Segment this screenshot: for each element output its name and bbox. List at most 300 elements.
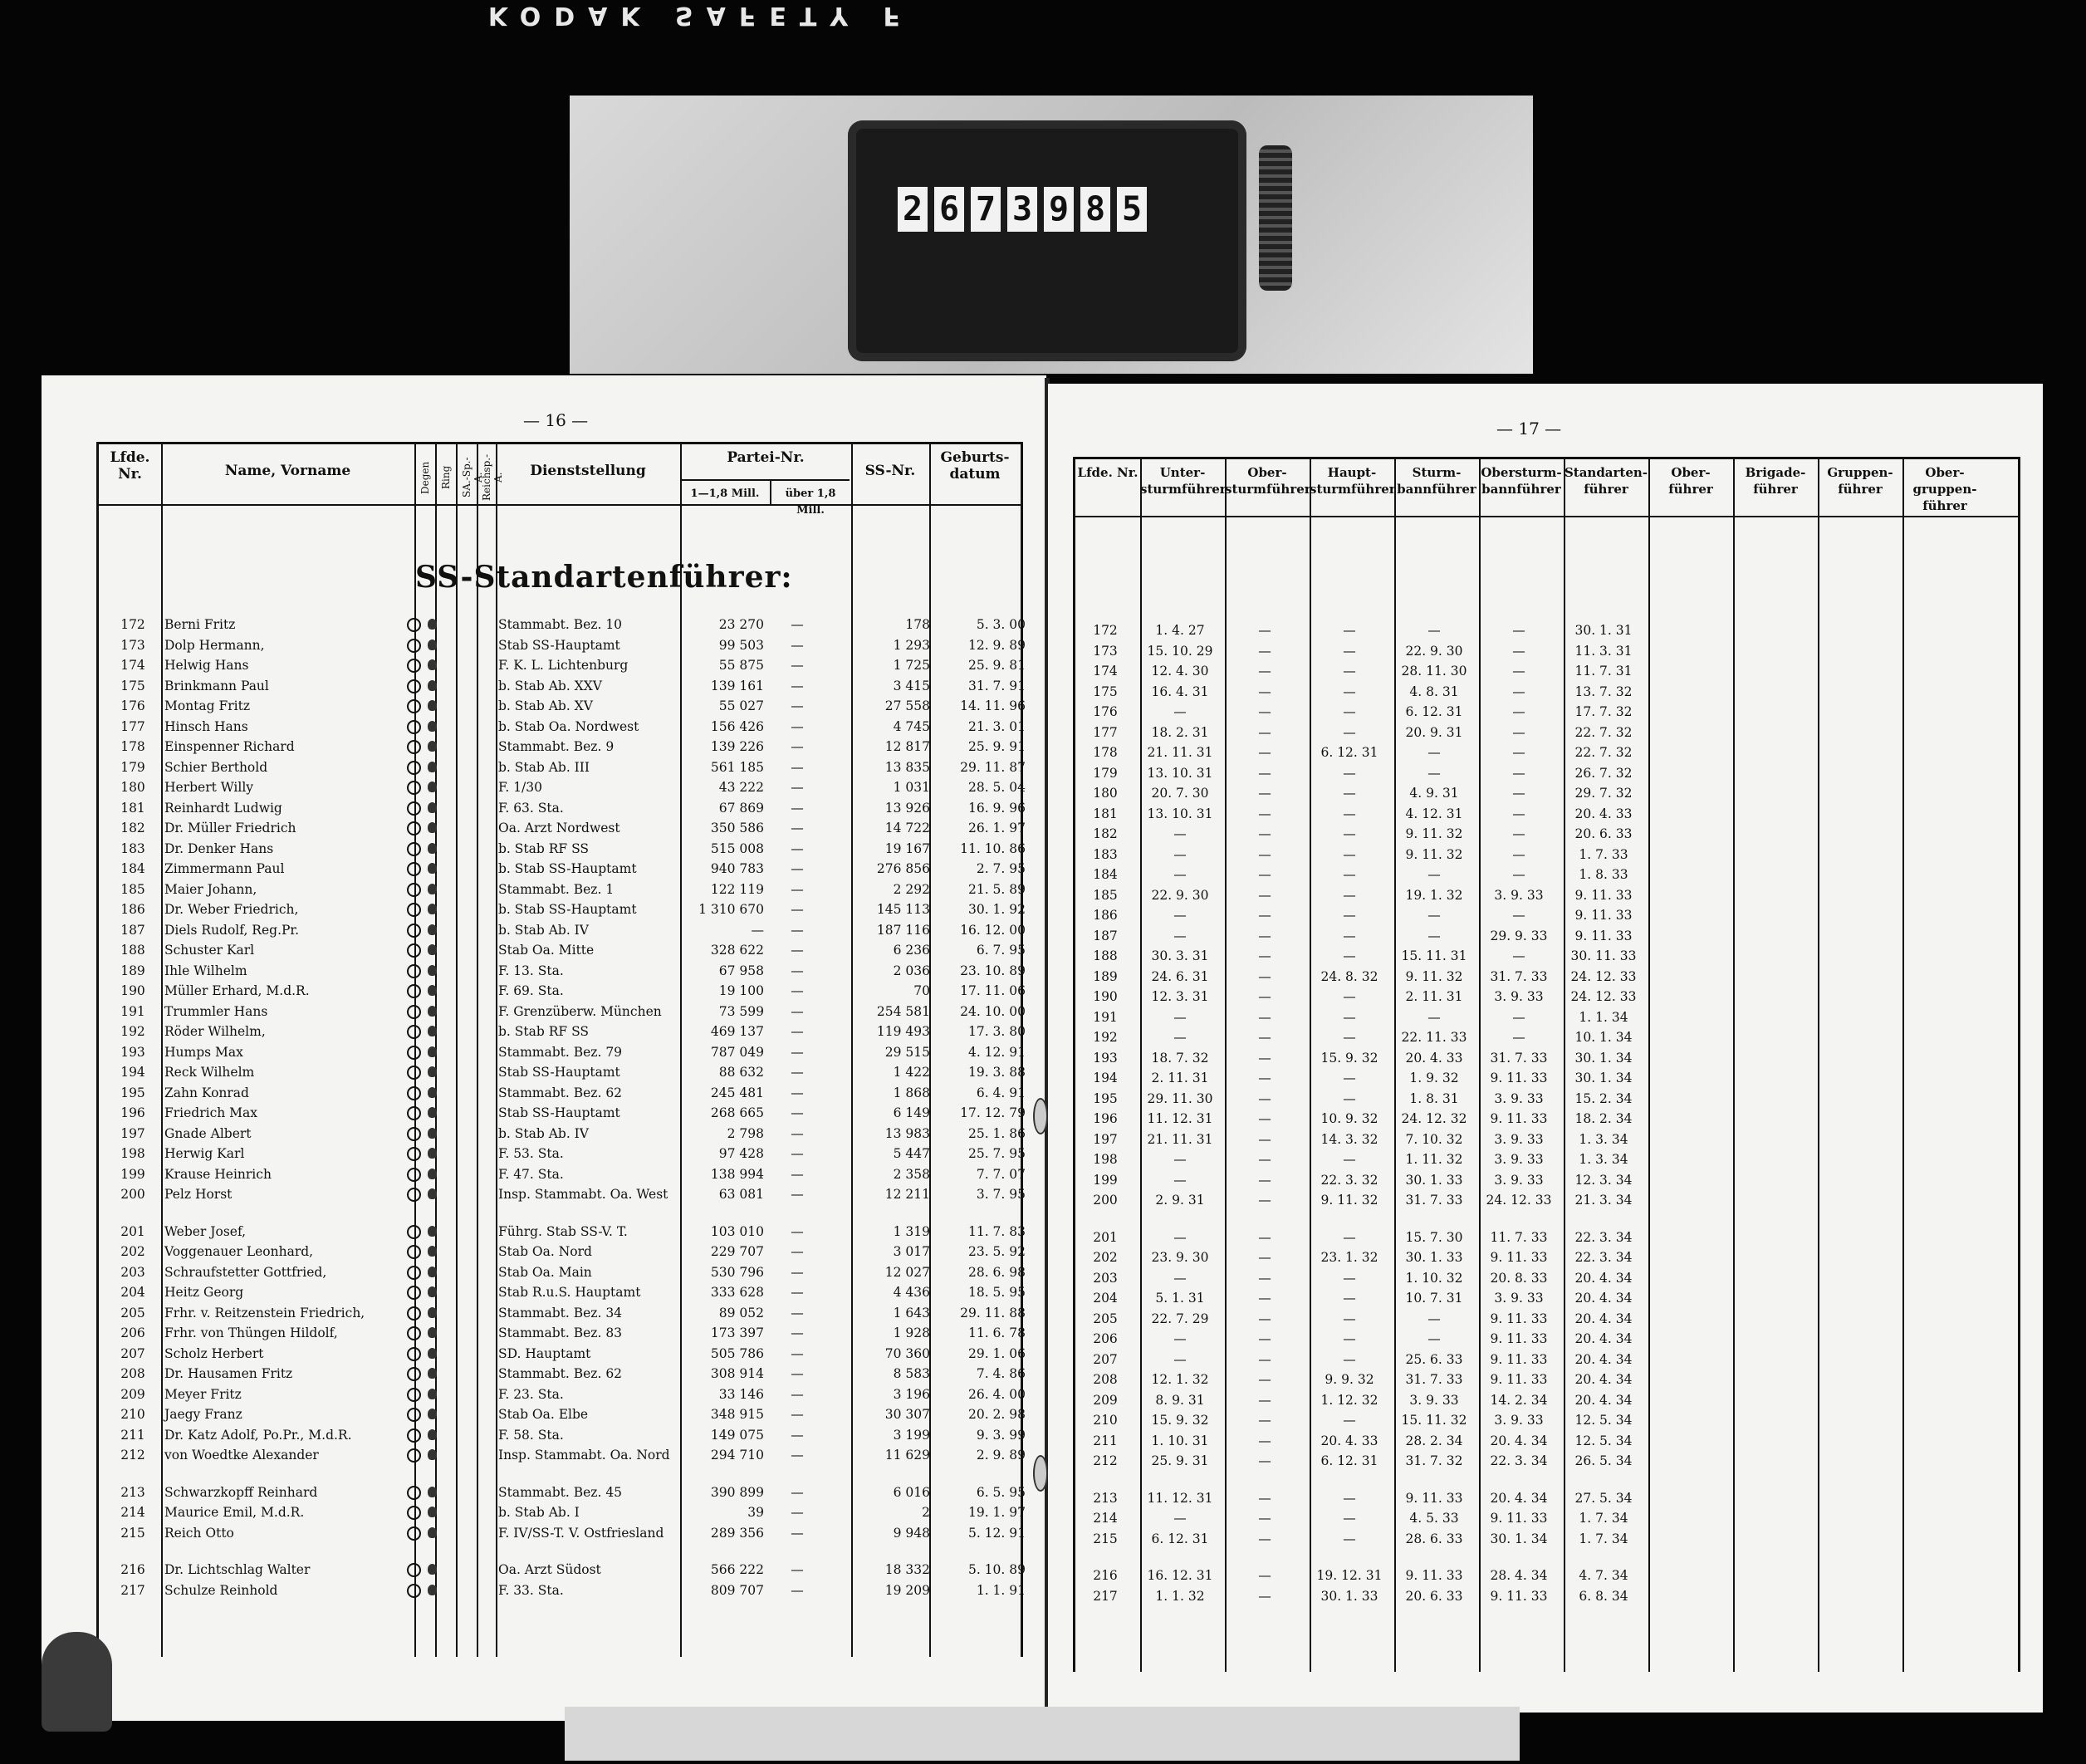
row-date: — bbox=[1258, 1270, 1271, 1286]
table-row bbox=[42, 1323, 1046, 1343]
row-date: 1. 1. 34 bbox=[1579, 1009, 1628, 1025]
row-date: — bbox=[1258, 1030, 1271, 1045]
row-date: — bbox=[1173, 1172, 1187, 1188]
row-ss-nr: 27 558 bbox=[884, 698, 930, 713]
row-date: 30. 11. 33 bbox=[1570, 948, 1637, 963]
row-partei-nr: 268 665 bbox=[710, 1105, 764, 1120]
row-date: — bbox=[1258, 846, 1271, 862]
row-date: — bbox=[1258, 684, 1271, 699]
row-partei-nr-2: — bbox=[791, 739, 804, 754]
row-date: — bbox=[1427, 928, 1441, 943]
row-partei-nr: 33 146 bbox=[718, 1386, 764, 1402]
row-date: — bbox=[1343, 867, 1356, 882]
table-row bbox=[1048, 742, 2043, 762]
row-date: — bbox=[1343, 1009, 1356, 1025]
table-row bbox=[1048, 905, 2043, 925]
row-date: 29. 7. 32 bbox=[1574, 786, 1633, 801]
row-date: 11. 12. 31 bbox=[1147, 1490, 1213, 1506]
rune-icon bbox=[428, 1169, 437, 1179]
table-row bbox=[42, 899, 1046, 919]
row-partei-nr: 245 481 bbox=[710, 1085, 764, 1100]
ring-icon bbox=[407, 1506, 421, 1520]
row-dienststellung: b. Stab Ab. IV bbox=[498, 1125, 589, 1141]
ring-icon bbox=[407, 1584, 421, 1598]
row-name: Reinhardt Ludwig bbox=[164, 800, 282, 816]
row-partei-nr: 566 222 bbox=[710, 1562, 764, 1577]
row-name: Schier Berthold bbox=[164, 759, 268, 775]
row-date: — bbox=[1258, 1413, 1271, 1428]
row-date: 24. 12. 33 bbox=[1570, 968, 1637, 984]
ring-icon bbox=[407, 1347, 421, 1361]
col-geburtsdatum: Geburts- datum bbox=[940, 449, 1010, 483]
row-number: 190 bbox=[1093, 989, 1118, 1004]
row-date: 1. 3. 34 bbox=[1579, 1131, 1628, 1147]
row-date: — bbox=[1512, 623, 1525, 638]
row-partei-nr-2: — bbox=[791, 780, 804, 795]
award-marks bbox=[407, 1262, 437, 1280]
row-geburtsdatum: 7. 4. 86 bbox=[976, 1366, 1026, 1381]
row-number: 213 bbox=[120, 1484, 145, 1500]
table-row bbox=[1048, 824, 2043, 844]
row-name: Maurice Emil, M.d.R. bbox=[164, 1505, 305, 1520]
award-marks bbox=[407, 920, 437, 938]
row-date: — bbox=[1343, 1270, 1356, 1286]
row-date: — bbox=[1512, 806, 1525, 821]
row-date: 14. 3. 32 bbox=[1320, 1131, 1378, 1147]
rune-icon bbox=[428, 1148, 437, 1159]
table-row bbox=[42, 717, 1046, 737]
table-row bbox=[42, 655, 1046, 675]
counter-digit: 2 bbox=[898, 187, 928, 232]
row-date: 12. 3. 34 bbox=[1574, 1172, 1633, 1188]
row-number: 192 bbox=[120, 1024, 145, 1039]
rune-icon bbox=[428, 619, 437, 630]
row-geburtsdatum: 30. 1. 92 bbox=[967, 902, 1026, 917]
row-date: 3. 9. 33 bbox=[1494, 887, 1544, 903]
table-row bbox=[42, 1242, 1046, 1262]
row-number: 215 bbox=[1093, 1531, 1118, 1546]
row-name: Jaegy Franz bbox=[164, 1407, 242, 1422]
row-number: 188 bbox=[1093, 948, 1118, 963]
row-date: 10. 7. 31 bbox=[1405, 1291, 1463, 1306]
row-date: — bbox=[1258, 1009, 1271, 1025]
col-lfd-nr: Lfde. Nr. bbox=[110, 449, 150, 483]
row-partei-nr-2: — bbox=[791, 1427, 804, 1443]
ring-icon bbox=[407, 1326, 421, 1340]
row-ss-nr: 18 332 bbox=[884, 1562, 930, 1577]
row-name: Dr. Weber Friedrich, bbox=[164, 902, 299, 917]
row-date: 10. 9. 32 bbox=[1320, 1111, 1378, 1126]
row-partei-nr: 139 226 bbox=[710, 739, 764, 754]
rune-icon bbox=[428, 843, 437, 854]
row-date: 14. 2. 34 bbox=[1490, 1392, 1548, 1408]
row-date: 9. 11. 33 bbox=[1490, 1511, 1548, 1526]
row-partei-nr: 149 075 bbox=[710, 1427, 764, 1443]
row-ss-nr: 30 307 bbox=[884, 1407, 930, 1422]
row-partei-nr: 19 100 bbox=[718, 983, 764, 998]
row-number: 207 bbox=[1093, 1351, 1118, 1367]
row-dienststellung: b. Stab Ab. XXV bbox=[498, 678, 602, 693]
award-marks bbox=[407, 839, 437, 856]
rune-icon bbox=[428, 1348, 437, 1359]
row-partei-nr: 308 914 bbox=[710, 1366, 764, 1381]
award-marks bbox=[407, 981, 437, 998]
rune-icon bbox=[428, 1026, 437, 1036]
table-row bbox=[42, 1103, 1046, 1123]
row-date: 28. 4. 34 bbox=[1490, 1568, 1548, 1583]
award-marks bbox=[407, 1282, 437, 1300]
ring-icon bbox=[407, 1086, 421, 1100]
row-partei-nr-2: — bbox=[791, 800, 804, 816]
award-marks bbox=[407, 859, 437, 876]
table-row bbox=[1048, 1007, 2043, 1027]
row-date: 26. 7. 32 bbox=[1574, 765, 1633, 781]
row-date: — bbox=[1343, 948, 1356, 963]
row-name: Röder Wilhelm, bbox=[164, 1024, 266, 1039]
row-date: — bbox=[1343, 989, 1356, 1004]
row-name: Schraufstetter Gottfried, bbox=[164, 1264, 327, 1280]
row-date: 17. 7. 32 bbox=[1574, 704, 1633, 719]
col-degen: Degen bbox=[419, 461, 431, 494]
row-date: — bbox=[1343, 1291, 1356, 1306]
row-dienststellung: F. Grenzüberw. München bbox=[498, 1003, 662, 1019]
row-partei-nr-2: — bbox=[791, 861, 804, 876]
row-name: Diels Rudolf, Reg.Pr. bbox=[164, 922, 300, 938]
table-row bbox=[1048, 661, 2043, 681]
row-partei-nr-2: — bbox=[791, 963, 804, 978]
rune-icon bbox=[428, 924, 437, 935]
row-date: 28. 6. 33 bbox=[1405, 1531, 1463, 1546]
column-header: Ober- führer bbox=[1668, 465, 1713, 497]
row-number: 187 bbox=[1093, 928, 1118, 943]
table-row bbox=[1048, 1529, 2043, 1549]
rune-icon bbox=[428, 1585, 437, 1595]
award-marks bbox=[407, 940, 437, 958]
row-geburtsdatum: 16. 9. 96 bbox=[967, 800, 1026, 816]
row-date: 3. 9. 33 bbox=[1494, 1291, 1544, 1306]
row-date: 20. 4. 34 bbox=[1574, 1291, 1633, 1306]
ring-icon bbox=[407, 1286, 421, 1300]
row-date: 30. 1. 34 bbox=[1490, 1531, 1548, 1546]
row-date: — bbox=[1258, 765, 1271, 781]
row-dienststellung: SD. Hauptamt bbox=[498, 1345, 591, 1361]
row-date: 18. 7. 32 bbox=[1151, 1050, 1209, 1066]
row-date: 22. 7. 29 bbox=[1151, 1311, 1209, 1326]
row-date: 20. 4. 34 bbox=[1574, 1331, 1633, 1346]
row-date: — bbox=[1343, 1331, 1356, 1346]
row-date: — bbox=[1343, 1413, 1356, 1428]
table-row bbox=[1048, 1089, 2043, 1109]
page-number-right: — 17 — bbox=[1496, 419, 1562, 439]
rune-icon bbox=[428, 782, 437, 792]
row-number: 172 bbox=[1093, 623, 1118, 638]
row-number: 213 bbox=[1093, 1490, 1118, 1506]
row-number: 177 bbox=[1093, 724, 1118, 740]
row-date: 16. 4. 31 bbox=[1151, 684, 1209, 699]
row-geburtsdatum: 21. 3. 01 bbox=[967, 718, 1026, 734]
award-marks bbox=[407, 1184, 437, 1202]
ring-icon bbox=[407, 659, 421, 673]
row-date: 31. 7. 33 bbox=[1405, 1193, 1463, 1208]
ring-icon bbox=[407, 883, 421, 897]
row-date: 20. 4. 33 bbox=[1320, 1433, 1378, 1448]
row-dienststellung: Stab SS-Hauptamt bbox=[498, 637, 620, 653]
table-row bbox=[1048, 967, 2043, 987]
row-date: 30. 1. 34 bbox=[1574, 1050, 1633, 1066]
row-date: 6. 12. 31 bbox=[1320, 1453, 1378, 1468]
table-row bbox=[1048, 946, 2043, 966]
row-partei-nr-2: — bbox=[791, 1582, 804, 1598]
row-geburtsdatum: 3. 7. 95 bbox=[976, 1187, 1026, 1202]
row-ss-nr: 13 835 bbox=[884, 759, 930, 775]
row-ss-nr: 12 027 bbox=[884, 1264, 930, 1280]
row-date: — bbox=[1343, 1490, 1356, 1506]
row-geburtsdatum: 29. 11. 87 bbox=[960, 759, 1026, 775]
row-geburtsdatum: 23. 10. 89 bbox=[960, 963, 1026, 978]
row-dienststellung: b. Stab SS-Hauptamt bbox=[498, 861, 637, 876]
row-partei-nr-2: — bbox=[791, 840, 804, 856]
counter-digit: 7 bbox=[971, 187, 1001, 232]
row-number: 212 bbox=[120, 1448, 145, 1463]
row-date: 15. 11. 32 bbox=[1401, 1413, 1467, 1428]
table-row bbox=[1048, 1586, 2043, 1606]
row-ss-nr: 4 436 bbox=[893, 1285, 930, 1300]
award-marks bbox=[407, 818, 437, 835]
row-dienststellung: Stammabt. Bez. 1 bbox=[498, 881, 615, 897]
row-date: — bbox=[1427, 908, 1441, 923]
table-row bbox=[42, 1062, 1046, 1082]
table-row bbox=[42, 940, 1046, 960]
row-date: 9. 11. 33 bbox=[1405, 1490, 1463, 1506]
rune-icon bbox=[428, 1066, 437, 1077]
row-date: — bbox=[1512, 745, 1525, 760]
row-date: — bbox=[1258, 867, 1271, 882]
row-partei-nr: 515 008 bbox=[710, 840, 764, 856]
row-number: 185 bbox=[1093, 887, 1118, 903]
row-partei-nr-2: — bbox=[791, 1562, 804, 1577]
table-row bbox=[1048, 1048, 2043, 1068]
table-row bbox=[42, 1222, 1046, 1242]
row-name: Dolp Hermann, bbox=[164, 637, 265, 653]
row-number: 188 bbox=[120, 943, 145, 958]
row-date: — bbox=[1173, 1009, 1187, 1025]
row-partei-nr-2: — bbox=[791, 1187, 804, 1202]
row-date: 15. 9. 32 bbox=[1320, 1050, 1378, 1066]
row-date: — bbox=[1173, 1229, 1187, 1245]
row-date: — bbox=[1258, 1090, 1271, 1106]
row-date: 20. 9. 31 bbox=[1405, 724, 1463, 740]
row-date: — bbox=[1343, 1071, 1356, 1085]
row-date: — bbox=[1258, 1311, 1271, 1326]
row-geburtsdatum: 25. 7. 95 bbox=[967, 1146, 1026, 1161]
row-number: 199 bbox=[1093, 1172, 1118, 1188]
row-geburtsdatum: 6. 5. 95 bbox=[976, 1484, 1026, 1500]
row-dienststellung: b. Stab Ab. III bbox=[498, 759, 590, 775]
row-date: 9. 11. 33 bbox=[1574, 887, 1633, 903]
table-row bbox=[1048, 885, 2043, 905]
ring-icon bbox=[407, 1388, 421, 1402]
row-date: — bbox=[1258, 1331, 1271, 1346]
rune-icon bbox=[428, 904, 437, 914]
row-geburtsdatum: 17. 11. 06 bbox=[960, 983, 1026, 998]
row-date: — bbox=[1343, 643, 1356, 659]
row-date: 12. 5. 34 bbox=[1574, 1413, 1633, 1428]
row-ss-nr: 19 209 bbox=[884, 1582, 930, 1598]
table-row bbox=[42, 859, 1046, 879]
row-number: 206 bbox=[120, 1325, 145, 1340]
award-marks bbox=[407, 1022, 437, 1039]
row-partei-nr-2: — bbox=[791, 1386, 804, 1402]
row-geburtsdatum: 11. 10. 86 bbox=[960, 840, 1026, 856]
table-row bbox=[42, 1042, 1046, 1062]
row-dienststellung: F. IV/SS-T. V. Ostfriesland bbox=[498, 1525, 664, 1541]
row-date: 1. 1. 32 bbox=[1155, 1588, 1205, 1604]
row-date: — bbox=[1258, 948, 1271, 963]
column-header: Ober- gruppen- führer bbox=[1912, 465, 1977, 513]
row-number: 189 bbox=[120, 963, 145, 978]
row-partei-nr-2: — bbox=[791, 881, 804, 897]
table-row bbox=[42, 777, 1046, 797]
row-geburtsdatum: 4. 12. 91 bbox=[967, 1044, 1026, 1060]
row-date: 4. 5. 33 bbox=[1409, 1511, 1459, 1526]
row-date: 11. 7. 31 bbox=[1574, 664, 1633, 679]
header-rule bbox=[99, 504, 1021, 506]
rune-icon bbox=[428, 1226, 437, 1237]
row-geburtsdatum: 20. 2. 98 bbox=[967, 1407, 1026, 1422]
row-ss-nr: 1 319 bbox=[893, 1223, 930, 1239]
row-partei-nr: 89 052 bbox=[718, 1305, 764, 1321]
row-ss-nr: 3 199 bbox=[893, 1427, 930, 1443]
row-date: — bbox=[1512, 786, 1525, 801]
row-geburtsdatum: 21. 5. 89 bbox=[967, 881, 1026, 897]
row-date: — bbox=[1343, 846, 1356, 862]
row-number: 176 bbox=[120, 698, 145, 713]
column-header: Brigade- führer bbox=[1745, 465, 1806, 497]
row-date: 31. 7. 32 bbox=[1405, 1453, 1463, 1468]
row-number: 201 bbox=[120, 1223, 145, 1239]
award-marks bbox=[407, 1344, 437, 1361]
column-header: Sturm- bannführer bbox=[1397, 465, 1476, 497]
row-number: 173 bbox=[1093, 643, 1118, 659]
row-date: 24. 8. 32 bbox=[1320, 968, 1378, 984]
row-name: Dr. Denker Hans bbox=[164, 840, 274, 856]
row-number: 216 bbox=[1093, 1568, 1118, 1583]
ring-icon bbox=[407, 1005, 421, 1019]
row-date: — bbox=[1258, 745, 1271, 760]
row-dienststellung: b. Stab Ab. I bbox=[498, 1505, 580, 1520]
row-date: — bbox=[1173, 1331, 1187, 1346]
row-partei-nr-2: — bbox=[791, 1366, 804, 1381]
ring-icon bbox=[407, 1526, 421, 1541]
table-row bbox=[42, 1384, 1046, 1404]
row-partei-nr: 63 081 bbox=[718, 1187, 764, 1202]
row-name: Schulze Reinhold bbox=[164, 1582, 278, 1598]
row-number: 189 bbox=[1093, 968, 1118, 984]
table-row bbox=[42, 1364, 1046, 1384]
table-row bbox=[1048, 783, 2043, 803]
row-geburtsdatum: 24. 10. 00 bbox=[960, 1003, 1026, 1019]
col-reichsp: Reichsp.-A. bbox=[481, 453, 504, 502]
row-partei-nr-2: — bbox=[791, 678, 804, 693]
row-partei-nr: 505 786 bbox=[710, 1345, 764, 1361]
row-ss-nr: 13 983 bbox=[884, 1125, 930, 1141]
row-date: 22. 3. 32 bbox=[1320, 1172, 1378, 1188]
table-row bbox=[1048, 1227, 2043, 1247]
row-date: 22. 9. 30 bbox=[1405, 643, 1463, 659]
row-geburtsdatum: 23. 5. 92 bbox=[967, 1244, 1026, 1259]
row-date: 28. 11. 30 bbox=[1401, 664, 1467, 679]
table-row bbox=[42, 1083, 1046, 1103]
row-date: 24. 12. 33 bbox=[1570, 989, 1637, 1004]
row-name: Dr. Katz Adolf, Po.Pr., M.d.R. bbox=[164, 1427, 352, 1443]
row-date: 31. 7. 33 bbox=[1405, 1372, 1463, 1387]
table-row bbox=[1048, 865, 2043, 884]
row-date: 30. 1. 33 bbox=[1405, 1250, 1463, 1265]
counter-digit: 5 bbox=[1117, 187, 1147, 232]
row-partei-nr-2: — bbox=[791, 658, 804, 673]
row-date: — bbox=[1258, 724, 1271, 740]
row-number: 182 bbox=[1093, 826, 1118, 841]
rune-icon bbox=[428, 639, 437, 650]
row-ss-nr: 3 415 bbox=[893, 678, 930, 693]
table-row bbox=[1048, 1268, 2043, 1288]
award-marks bbox=[407, 1042, 437, 1060]
row-date: — bbox=[1173, 1270, 1187, 1286]
row-number: 180 bbox=[120, 780, 145, 795]
row-date: 9. 11. 32 bbox=[1405, 826, 1463, 841]
row-date: 9. 11. 32 bbox=[1405, 846, 1463, 862]
table-row bbox=[1048, 1027, 2043, 1047]
table-row bbox=[1048, 1350, 2043, 1370]
row-date: 9. 11. 33 bbox=[1405, 1568, 1463, 1583]
counter-knob bbox=[1259, 145, 1292, 291]
row-date: — bbox=[1258, 1250, 1271, 1265]
row-geburtsdatum: 2. 7. 95 bbox=[976, 861, 1026, 876]
row-date: 3. 9. 33 bbox=[1494, 1172, 1544, 1188]
row-date: 21. 11. 31 bbox=[1147, 1131, 1213, 1147]
row-ss-nr: 119 493 bbox=[876, 1024, 930, 1039]
row-geburtsdatum: 28. 6. 98 bbox=[967, 1264, 1026, 1280]
row-partei-nr: 561 185 bbox=[710, 759, 764, 775]
table-row bbox=[42, 920, 1046, 940]
row-date: — bbox=[1258, 1511, 1271, 1526]
row-ss-nr: 3 017 bbox=[893, 1244, 930, 1259]
header-rule bbox=[1075, 516, 2018, 517]
row-number: 212 bbox=[1093, 1453, 1118, 1468]
table-row bbox=[1048, 1508, 2043, 1528]
row-partei-nr-2: — bbox=[791, 821, 804, 835]
row-number: 187 bbox=[120, 922, 145, 938]
row-date: 3. 9. 33 bbox=[1494, 1090, 1544, 1106]
row-date: — bbox=[1173, 846, 1187, 862]
row-number: 183 bbox=[1093, 846, 1118, 862]
table-row bbox=[42, 615, 1046, 635]
row-date: — bbox=[1512, 664, 1525, 679]
row-date: — bbox=[1258, 1372, 1271, 1387]
row-geburtsdatum: 25. 9. 81 bbox=[967, 658, 1026, 673]
section-title: SS-Standartenführer: bbox=[415, 560, 793, 595]
rune-icon bbox=[428, 822, 437, 833]
row-date: 1. 8. 31 bbox=[1409, 1090, 1459, 1106]
award-marks bbox=[407, 615, 437, 632]
row-name: Müller Erhard, M.d.R. bbox=[164, 983, 310, 998]
award-marks bbox=[407, 777, 437, 795]
table-row bbox=[1048, 702, 2043, 722]
row-date: 25. 6. 33 bbox=[1405, 1351, 1463, 1367]
row-dienststellung: Insp. Stammabt. Oa. Nord bbox=[498, 1448, 670, 1463]
row-date: — bbox=[1512, 1030, 1525, 1045]
ring-icon bbox=[407, 821, 421, 835]
